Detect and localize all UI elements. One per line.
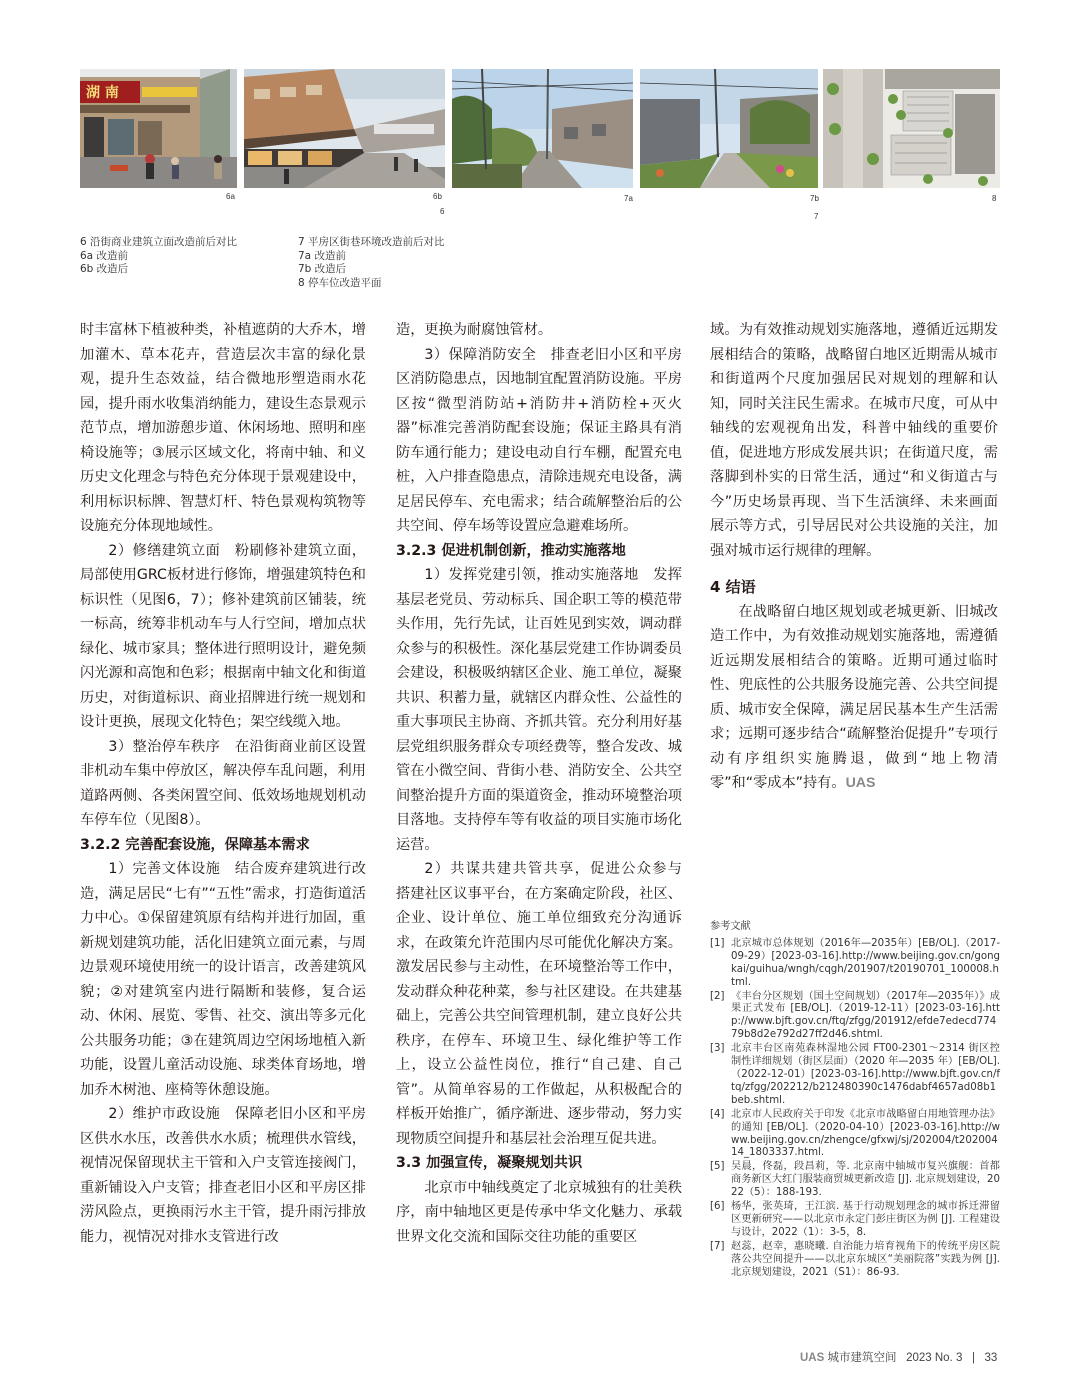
figure-label-6: 6 <box>440 207 445 216</box>
figure-7-8-caption <box>298 236 445 290</box>
reference-text: 杨华，张英琦，王江滨. 基于行动规划理念的城市拆迁滞留区更新研究——以北京市永定门彭庄街区为例 [J]. 工程建设与设计，2022（1）：3-5，8. <box>731 1201 1000 1238</box>
reference-item <box>710 1043 1000 1108</box>
section-heading-3-2-2: 3.2.2 完善配套设施，保障基本需求 <box>80 836 310 853</box>
caption-line: 7 平房区街巷环境改造前后对比 <box>298 236 445 248</box>
text-column-3 <box>710 318 998 796</box>
paragraph: 2）共谋共建共管共享，促进公众参与 搭建社区议事平台，在方案确定阶段，社区、企业、设计单位、施工单位细致充分沟通诉求，在政策允许范围内尽可能优化解决方案。激发居民参与主动性，在环境整治等工作中，发动群众种花种菜，参与社区建设。在共建基础上，完善公共空间管理机制，建立良好公共秩序，在停车、环境卫生、绿化维护等工作上，设立公益性岗位，推行“自己建、自己管”。从简单容易的工作做起，从积极配合的样板开始推广，循序渐进、逐步带动，努力实现物质空间提升和基层社会治理互促共进。 <box>396 861 697 1147</box>
conclusion-text: 在战略留白地区规划或老城更新、旧城改造工作中，为有效推动规划实施落地，需遵循近远期发展相结合的策略。近期可通过临时性、兜底性的公共服务设施完善、公共空间提质、城市安全保障，满足居民基本生产生活需求；远期可逐步结合“疏解整治促提升”专项行动有序组织实施腾退，做到“地上物清零”和“零成本”持有。 <box>710 603 998 791</box>
figure-6b-photo <box>244 69 445 188</box>
reference-number: [2] <box>710 990 725 1002</box>
paragraph: 时丰富林下植被种类，补植遮荫的大乔木，增加灌木、草本花卉，营造层次丰富的绿化景观，提升生态效益，结合微地形塑造雨水花园，提升雨水收集消纳能力，建设生态景观示范节点，增加游憩步道、休闲场地、照明和座椅设施等；③展示区域文化，将南中轴、和义历史文化理念与特色充分体现于景观建设中，利用标识标牌、智慧灯杆、特色景观构筑物等设施充分体现地域性。 <box>80 322 366 534</box>
paragraph: 2）维护市政设施 保障老旧小区和平房区供水水压，改善供水水质；梳理供水管线，视情况保留现状主干管和入户支管连接阀门，重新铺设入户支管；排查老旧小区和平房区排涝风险点，更换雨污水主干管，提升雨污排放能力，视情况对排水支管进行改 <box>80 1106 366 1245</box>
reference-text: 北京城市总体规划（2016年—2035年）[EB/OL].（2017-09-29）[2023-03-16].http://www.beijing.gov.cn/gongkai/guihua/wngh/cqgh/201907/t20190701_100008.html. <box>731 937 1000 988</box>
reference-item <box>710 938 1000 990</box>
references-title: 参考文献 <box>710 921 751 932</box>
reference-number: [7] <box>710 1240 725 1252</box>
page-number: 33 <box>984 1352 998 1364</box>
text-column-1 <box>80 318 366 1249</box>
reference-text: 北京丰台区南苑森林湿地公园 FT00-2301～2314 街区控制性详细规划（街区层面）（2020 年—2035 年）[EB/OL].（2022-12-01）[2023-03-16].http://www.bjft.gov.cn/ftq/zfgg/202212/b212480390c1476dabf4657ad08b1beb.shtml. <box>731 1043 1000 1106</box>
reference-item <box>710 1109 1000 1161</box>
reference-text: 北京市人民政府关于印发《北京市战略留白用地管理办法》的通知 [EB/OL].（2020-04-10）[2023-03-16].http://www.beijing.gov.cn/zhengce/gfxwj/sj/202004/t20200414_1803337.html. <box>731 1108 1000 1159</box>
reference-item <box>710 991 1000 1043</box>
figure-8-plan <box>823 69 1000 188</box>
figure-label-8: 8 <box>992 194 997 203</box>
caption-line: 7b 改造后 <box>298 263 347 275</box>
section-heading-3-3: 3.3 加强宣传，凝聚规划共识 <box>396 1155 583 1171</box>
reference-number: [6] <box>710 1201 725 1213</box>
figure-7b-photo <box>640 69 818 188</box>
figure-label-7: 7 <box>814 212 819 221</box>
figure-6a-photo <box>80 69 237 188</box>
references <box>710 921 1000 1280</box>
reference-text: 赵蕊，赵幸，惠晓曦. 自治能力培育视角下的传统平房区院落公共空间提升——以北京东城区“美丽院落”实践为例 [J]. 北京规划建设，2021（S1）：86-93. <box>731 1240 1000 1278</box>
footer-separator: | <box>971 1352 975 1364</box>
page-footer <box>800 1349 997 1365</box>
paragraph: 1）完善文体设施 结合废弃建筑进行改造，满足居民“七有”“五性”需求，打造街道活力中心。①保留建筑原有结构并进行加固，重新规划建筑功能，活化旧建筑立面元素，与周边景观环境使用统一的设计语言，改善建筑风貌；②对建筑室内进行隔断和装修，复合运动、休闲、展览、零售、社交、演出等多元化公共服务功能；③在建筑周边空闲场地植入新功能，设置儿童活动设施、球类体育场地，增加乔木树池、座椅等休憩设施。 <box>80 861 366 1098</box>
paragraph: 域。为有效推动规划实施落地，遵循近远期发展相结合的策略，战略留白地区近期需从城市和街道两个尺度加强居民对规划的理解和认知，同时关注民生需求。在城市尺度，可从中轴线的宏观视角出发，科普中轴线的重要价值，促进地方形成发展共识；在街道尺度，需落脚到朴实的日常生活，通过“和义街道古与今”历史场景再现、当下生活演绎、未来画面展示等方式，引导居民对公共设施的关注，加强对城市运行规律的理解。 <box>710 322 998 559</box>
figure-7a-photo <box>452 69 633 188</box>
section-heading-3-2-3: 3.2.3 促进机制创新，推动实施落地 <box>396 542 626 559</box>
section-heading-4: 4 结语 <box>710 578 756 596</box>
reference-number: [4] <box>710 1108 725 1120</box>
figure-label-7a: 7a <box>624 194 633 203</box>
paragraph: 3）整治停车秩序 在沿街商业前区设置非机动车集中停放区，解决停车乱问题，利用道路两侧、各类闲置空间、低效场地规划机动车停车位（见图8）。 <box>80 738 366 828</box>
paragraph: 1）发挥党建引领，推动实施落地 发挥基层老党员、劳动标兵、国企职工等的模范带头作用，先行先试，让百姓见到实效，调动群众参与的积极性。深化基层党建工作协调委员会建设，积极吸纳辖区企业、施工单位，凝聚共识、积蓄力量，就辖区内群众性、公益性的重大事项民主协商、齐抓共管。充分利用好基层党组织服务群众专项经费等，整合发改、城管在小微空间、背街小巷、消防安全、公共空间整治提升方面的渠道资金，推动环境整治项目落地。支持停车等有收益的项目实施市场化运营。 <box>396 567 682 853</box>
issue-number: 2023 No. 3 <box>906 1352 963 1364</box>
reference-item <box>710 1201 1000 1240</box>
figure-6-caption <box>80 236 237 277</box>
reference-item <box>710 1241 1000 1280</box>
paragraph: 3）保障消防安全 排查老旧小区和平房区消防隐患点，因地制宜配置消防设施。平房区按“微型消防站+消防井+消防栓+灭火器”标准完善消防配套设施；保证主路具有消防车通行能力；建设电动自行车棚，配置充电桩，入户排查隐患点，清除违规充电设备，满足居民停车、充电需求；结合疏解整治后的公共空间、停车场等设置应急避难场所。 <box>396 346 682 534</box>
caption-line: 6a 改造前 <box>80 249 128 262</box>
end-mark-logo: UAS <box>845 775 876 791</box>
figure-label-6a: 6a <box>226 192 235 201</box>
reference-text: 《丰台分区规划（国土空间规划）（2017年—2035年）》成果正式发布 [EB/OL].（2019-12-11）[2023-03-16].http://www.bjft.gov.cn/ftq/zfgg/201912/efde7edecd774 79b8d2e792d27ff2d46.shtml. <box>731 990 1000 1041</box>
reference-text: 吴晨，佟磊，段昌莉，等. 北京南中轴城市复兴旗舰：首都商务新区大红门服装商贸城更新改造 [J]. 北京规划建设，2022（5）：188-193. <box>731 1161 1000 1199</box>
paragraph: 北京市中轴线奠定了北京城独有的壮美秩序，南中轴地区更是传承中华文化魅力、承载世界文化交流和国际交往功能的重要区 <box>396 1179 682 1245</box>
figure-label-6b: 6b <box>433 192 442 201</box>
paragraph: 2）修缮建筑立面 粉刷修补建筑立面，局部使用GRC板材进行修饰，增强建筑特色和标识性（见图6，7）；修补建筑前区铺装，统一标高，统筹非机动车与人行空间，增加点状绿化、城市家具；整体进行照明设计，避免频闪光源和高饱和色彩；根据南中轴文化和街道历史，对街道标识、商业招牌进行统一规划和设计更换，展现文化特色；架空线缆入地。 <box>80 542 366 730</box>
reference-item <box>710 1161 1000 1200</box>
caption-line: 8 停车位改造平面 <box>298 276 382 289</box>
paragraph-conclusion <box>710 600 998 796</box>
paragraph: 造，更换为耐腐蚀管材。 <box>396 322 553 338</box>
text-column-2 <box>396 318 697 1249</box>
caption-line: 7a 改造前 <box>298 249 346 262</box>
journal-logo: UAS <box>800 1352 825 1364</box>
journal-name: 城市建筑空间 <box>827 1352 897 1364</box>
figure-label-7b: 7b <box>810 194 819 203</box>
caption-line: 6b 改造后 <box>80 263 129 275</box>
reference-number: [3] <box>710 1043 725 1055</box>
reference-number: [5] <box>710 1161 725 1173</box>
shop-sign-text: 湖 南 <box>86 85 119 101</box>
reference-number: [1] <box>710 937 725 949</box>
caption-line: 6 沿街商业建筑立面改造前后对比 <box>80 236 238 248</box>
